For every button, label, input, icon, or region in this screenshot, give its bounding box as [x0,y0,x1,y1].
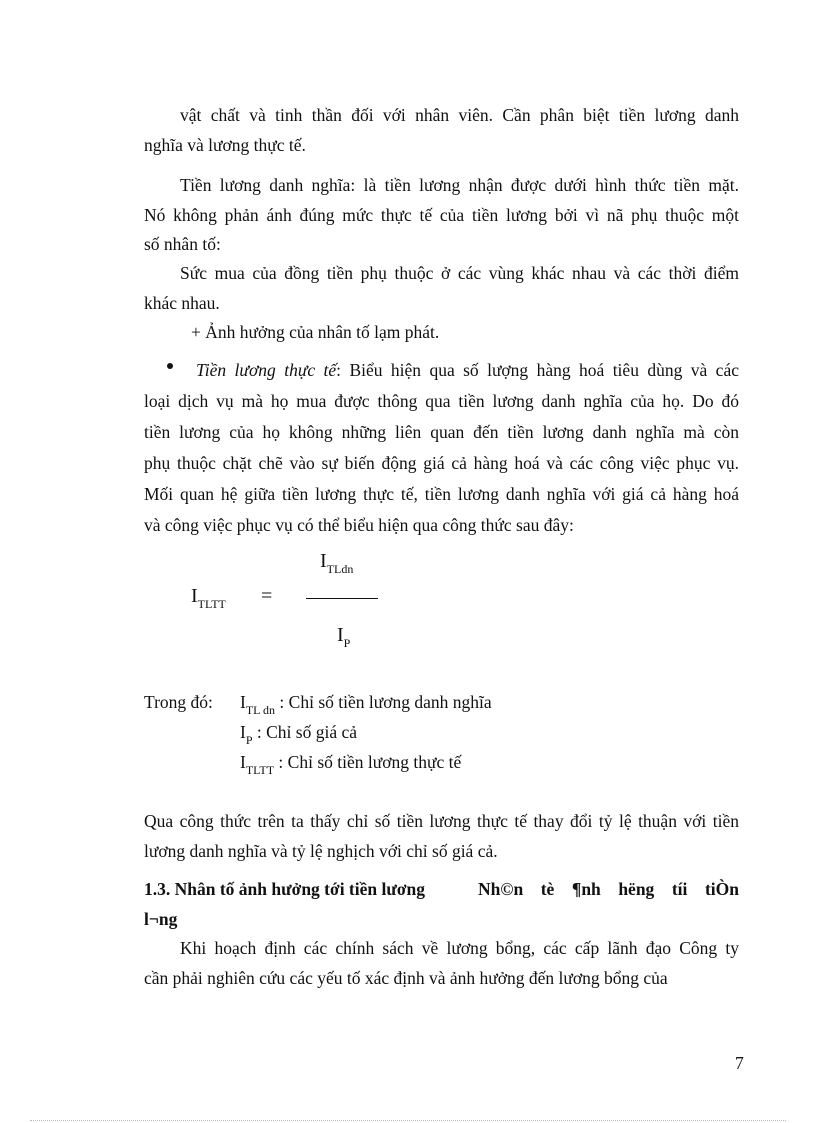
formula-den-sub: P [343,636,351,650]
formula-lhs [191,585,226,609]
para2-line3: số nhân tố: [144,234,221,254]
para5-line6: và công việc phục vụ có thể biểu hiện qua công thức sau đây: [144,515,574,535]
formula-denominator [337,624,350,648]
para5-line1-rest: : Biểu hiện qua số lượng hàng hoá tiêu dùng và các [336,360,739,380]
para4-text: + Ảnh hưởng của nhân tố lạm phát. [191,322,440,342]
term-real-wage: Tiền lương thực tế [196,360,337,380]
formula-lhs-sub: TLTT [197,597,226,611]
section-heading-garbled: Nh©n tè ¶nh hëng tíi tiÒn [478,879,739,899]
para5-line5: Mối quan hệ giữa tiền lương thực tế, tiền lương danh nghĩa với giá cả hàng hoá [144,484,739,504]
legend-row-1 [240,691,492,715]
formula-den-main: I [337,624,344,646]
para7-line2: cần phải nghiên cứu các yếu tố xác định và ảnh hưởng đến lương bổng của [144,968,668,988]
para5-line1 [196,359,739,381]
section-heading-line2: l¬ng [144,909,178,929]
legend-row-3 [240,751,461,775]
legend-r1-text: : Chỉ số tiền lương danh nghĩa [279,692,492,712]
para3-line2: khác nhau. [144,293,220,313]
formula-lhs-main: I [191,585,198,607]
section-heading: 1.3. Nhân tố ảnh hưởng tới tiền lương [144,879,426,899]
legend-r1-sub: TL dn [245,703,276,717]
legend-r2-main: I [240,722,246,742]
page-number: 7 [735,1053,744,1073]
legend-r3-text: : Chỉ số tiền lương thực tế [278,752,462,772]
formula-equals: = [261,585,273,607]
legend-intro: Trong đó: [144,692,213,712]
legend-r2-text: : Chỉ số giá cả [256,722,358,742]
para1-line1: vật chất và tinh thần đối với nhân viên. Cần phân biệt tiền lương danh [180,105,739,125]
para5-line4: phụ thuộc chặt chẽ vào sự biến động giá cả hàng hoá và các công việc phục vụ. [144,453,739,473]
legend-r2-sub: P [245,733,253,747]
legend-row-2 [240,721,357,745]
legend-r1-main: I [240,692,246,712]
para1-line2: nghĩa và lương thực tế. [144,135,306,155]
para6-line1: Qua công thức trên ta thấy chỉ số tiền lương thực tế thay đổi tỷ lệ thuận với tiền [144,811,739,831]
legend-r3-sub: TLTT [245,763,275,777]
bullet-dot [167,363,173,369]
legend-r3-main: I [240,752,246,772]
para2-line1: Tiền lương danh nghĩa: là tiền lương nhận được dưới hình thức tiền mặt. [180,175,739,195]
formula-num-sub: TLdn [326,562,354,576]
formula-numerator [320,550,353,574]
footer-divider [30,1120,786,1121]
para7-line1: Khi hoạch định các chính sách về lương bổng, các cấp lãnh đạo Công ty [180,938,739,958]
para3-line1: Sức mua của đồng tiền phụ thuộc ở các vùng khác nhau và các thời điểm [180,263,739,283]
para2-line2: Nó không phản ánh đúng mức thực tế của tiền lương bởi vì nã phụ thuộc một [144,205,739,225]
para5-line3: tiền lương của họ không những liên quan đến tiền lương danh nghĩa mà còn [144,422,739,442]
para6-line2: lương danh nghĩa và tỷ lệ nghịch với chỉ số giá cả. [144,841,498,861]
fraction-bar [306,598,378,599]
formula-num-main: I [320,550,327,572]
para5-line2: loại dịch vụ mà họ mua được thông qua tiền lương danh nghĩa của họ. Do đó [144,391,739,411]
